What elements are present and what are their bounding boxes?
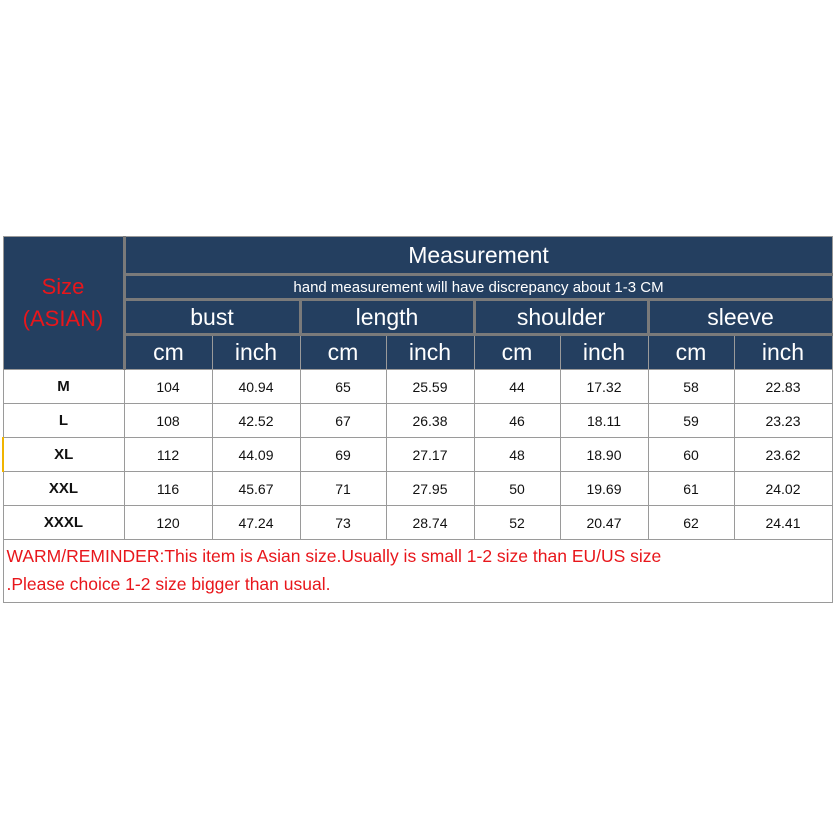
table-cell: 20.47 bbox=[560, 506, 648, 540]
table-cell: 18.90 bbox=[560, 438, 648, 472]
table-cell: 108 bbox=[124, 404, 212, 438]
measurement-note: hand measurement will have discrepancy about 1-3 CM bbox=[124, 275, 832, 300]
table-cell: 44.09 bbox=[212, 438, 300, 472]
table-cell: 26.38 bbox=[386, 404, 474, 438]
table-cell: 61 bbox=[648, 472, 734, 506]
unit-header-row bbox=[3, 335, 832, 370]
table-cell: 45.67 bbox=[212, 472, 300, 506]
table-cell: 27.17 bbox=[386, 438, 474, 472]
title-row bbox=[3, 237, 832, 275]
group-header-length: length bbox=[300, 300, 474, 335]
table-cell: 40.94 bbox=[212, 370, 300, 404]
table-cell: 60 bbox=[648, 438, 734, 472]
table-cell: 19.69 bbox=[560, 472, 648, 506]
group-header-shoulder: shoulder bbox=[474, 300, 648, 335]
table-row bbox=[3, 404, 832, 438]
size-label: XL bbox=[3, 438, 124, 472]
group-header-row bbox=[3, 300, 832, 335]
table-cell: 71 bbox=[300, 472, 386, 506]
table-cell: 62 bbox=[648, 506, 734, 540]
warning-line-1: WARM/REMINDER:This item is Asian size.Usually is small 1-2 size than EU/US size bbox=[6, 546, 662, 566]
table-cell: 47.24 bbox=[212, 506, 300, 540]
table-cell: 24.41 bbox=[734, 506, 832, 540]
table-cell: 22.83 bbox=[734, 370, 832, 404]
table-cell: 48 bbox=[474, 438, 560, 472]
size-label: M bbox=[3, 370, 124, 404]
unit-header: inch bbox=[560, 335, 648, 370]
table-cell: 28.74 bbox=[386, 506, 474, 540]
size-header-region: (ASIAN) bbox=[22, 306, 104, 331]
table-row bbox=[3, 438, 832, 472]
warning-line-2: .Please choice 1-2 size bigger than usual. bbox=[6, 574, 331, 594]
table-cell: 46 bbox=[474, 404, 560, 438]
table-cell: 25.59 bbox=[386, 370, 474, 404]
unit-header: cm bbox=[124, 335, 212, 370]
unit-header: inch bbox=[734, 335, 832, 370]
table-cell: 67 bbox=[300, 404, 386, 438]
table-cell: 58 bbox=[648, 370, 734, 404]
table-row bbox=[3, 370, 832, 404]
table-cell: 42.52 bbox=[212, 404, 300, 438]
table-cell: 120 bbox=[124, 506, 212, 540]
unit-header: cm bbox=[648, 335, 734, 370]
table-cell: 104 bbox=[124, 370, 212, 404]
warning-row bbox=[3, 540, 832, 603]
size-label: XXL bbox=[3, 472, 124, 506]
table-cell: 116 bbox=[124, 472, 212, 506]
table-cell: 65 bbox=[300, 370, 386, 404]
table-cell: 17.32 bbox=[560, 370, 648, 404]
unit-header: cm bbox=[474, 335, 560, 370]
size-chart-table bbox=[2, 236, 833, 603]
table-row bbox=[3, 506, 832, 540]
table-cell: 23.23 bbox=[734, 404, 832, 438]
table-cell: 52 bbox=[474, 506, 560, 540]
table-cell: 69 bbox=[300, 438, 386, 472]
size-header-label: Size bbox=[41, 274, 85, 299]
table-cell: 23.62 bbox=[734, 438, 832, 472]
group-header-bust: bust bbox=[124, 300, 300, 335]
warning-note bbox=[3, 540, 832, 603]
table-cell: 24.02 bbox=[734, 472, 832, 506]
table-cell: 73 bbox=[300, 506, 386, 540]
unit-header: inch bbox=[212, 335, 300, 370]
table-row bbox=[3, 472, 832, 506]
table-cell: 112 bbox=[124, 438, 212, 472]
size-label: XXXL bbox=[3, 506, 124, 540]
unit-header: cm bbox=[300, 335, 386, 370]
unit-header: inch bbox=[386, 335, 474, 370]
size-header-cell bbox=[3, 237, 124, 370]
measurement-title: Measurement bbox=[124, 237, 832, 275]
table-cell: 44 bbox=[474, 370, 560, 404]
table-cell: 27.95 bbox=[386, 472, 474, 506]
size-label: L bbox=[3, 404, 124, 438]
table-cell: 18.11 bbox=[560, 404, 648, 438]
table-cell: 59 bbox=[648, 404, 734, 438]
note-row bbox=[3, 275, 832, 300]
table-cell: 50 bbox=[474, 472, 560, 506]
group-header-sleeve: sleeve bbox=[648, 300, 832, 335]
